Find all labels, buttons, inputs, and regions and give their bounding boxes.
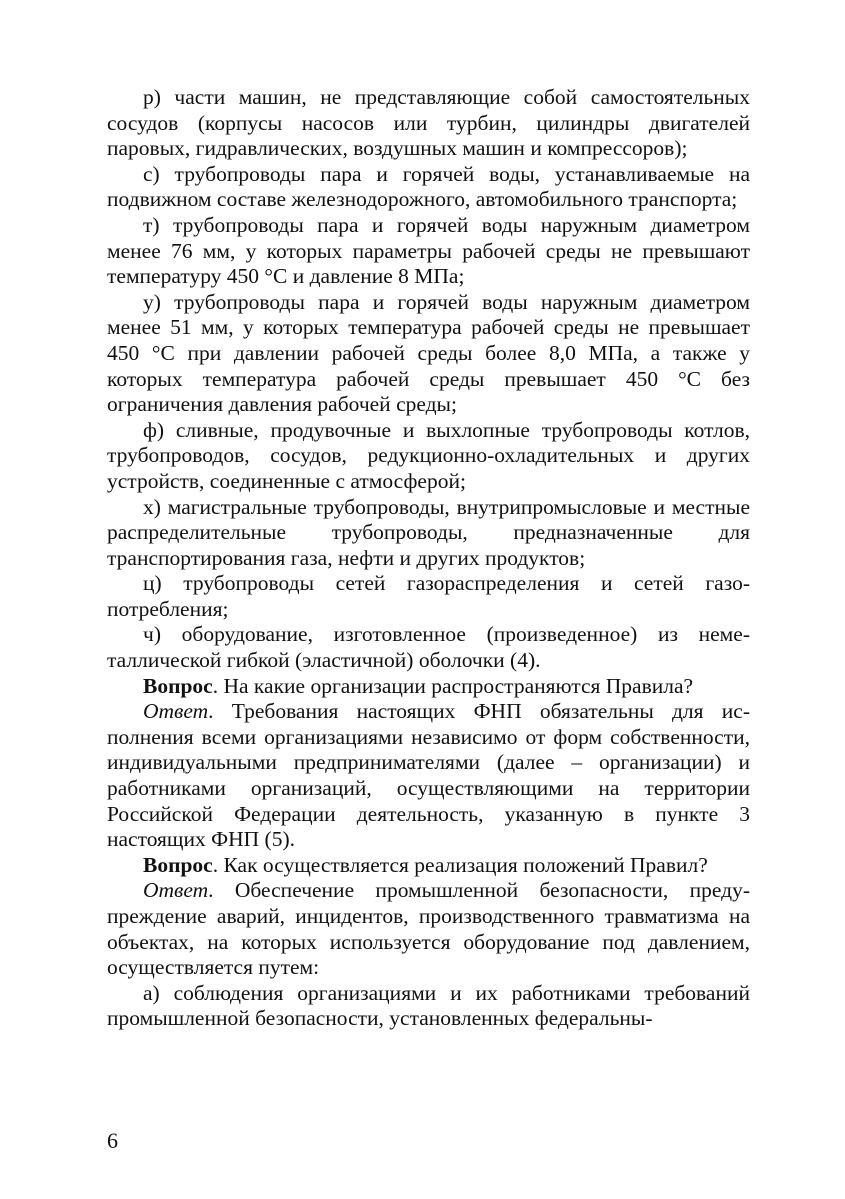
paragraph-text: р) части машин, не представляющие собой самостоятельных сосудов (корпусы насосов или турбин, цилиндры двигателей паровых, гидравлических, воздушных машин и компрессоров); <box>107 85 750 161</box>
question-paragraph <box>107 853 750 879</box>
question-text: . На какие организации распространяются Правила? <box>212 673 694 698</box>
page-number: 6 <box>107 1128 118 1153</box>
paragraph-item-f <box>107 418 750 495</box>
paragraph-item-s <box>107 162 750 213</box>
answer-text: . Обеспечение промышленной безопасности, предупреждение аварий, инцидентов, производственного травматизма на объектах, на которых используется оборудование под давлением, осуществляется путем: <box>107 878 750 980</box>
paragraph-item-kh <box>107 495 750 572</box>
body-text <box>107 85 750 1032</box>
paragraph-item-r <box>107 85 750 162</box>
paragraph-text: а) соблюдения организациями и их работниками требований промышленной безопасности, установленных федеральны- <box>107 980 750 1031</box>
paragraph-text: ч) оборудование, изготовленное (произведенное) из неметаллической гибкой (эластичной) оболочки (4). <box>107 622 750 673</box>
paragraph-item-u <box>107 290 750 418</box>
answer-label: Ответ <box>143 699 209 724</box>
answer-text: . Требования настоящих ФНП обязательны для исполнения всеми организациями независимо от форм собственности, индивидуальными предпринимателями (далее – организации) и работниками организаций, осуществляющими на территории Российской Федерации деятельность, указанную в пункте 3 настоящих ФНП (5). <box>107 699 750 852</box>
answer-paragraph <box>107 878 750 980</box>
answer-label: Ответ <box>143 878 209 903</box>
paragraph-text: ф) сливные, продувочные и выхлопные трубопроводы котлов, трубопроводов, сосудов, редукционно-охладительных и других устройств, соединенные с атмосферой; <box>107 417 750 493</box>
paragraph-text: х) магистральные трубопроводы, внутрипромысловые и местные распределительные трубопроводы, предназначенные для транспортирования газа, нефти и других продуктов; <box>107 494 750 570</box>
paragraph-text: ц) трубопроводы сетей газораспределения и сетей газопотребления; <box>107 571 750 621</box>
paragraph-text: т) трубопроводы пара и горячей воды наружным диаметром менее 76 мм, у которых параметры рабочей среды не превышают температуру 450 °С и давление 8 МПа; <box>107 212 750 289</box>
answer-paragraph <box>107 699 750 853</box>
paragraph-text: у) трубопроводы пара и горячей воды наружным диаметром менее 51 мм, у которых температура рабочей среды не превышает 450 °С при давлении рабочей среды более 8,0 МПа, а также у которых температура рабочей среды превышает 450 °С без ограничения давления рабочей среды; <box>107 289 750 417</box>
question-label: Вопрос <box>143 852 213 877</box>
question-label: Вопрос <box>143 673 213 698</box>
paragraph-item-ts <box>107 571 750 622</box>
question-text: . Как осуществляется реализация положений Правил? <box>212 852 708 877</box>
question-paragraph <box>107 674 750 700</box>
paragraph-item-t <box>107 213 750 290</box>
paragraph-text: с) трубопроводы пара и горячей воды, устанавливаемые на подвижном составе железнодорожного, автомобильного транспорта; <box>107 161 750 212</box>
paragraph-item-ch <box>107 622 750 673</box>
paragraph-item-a <box>107 981 750 1032</box>
